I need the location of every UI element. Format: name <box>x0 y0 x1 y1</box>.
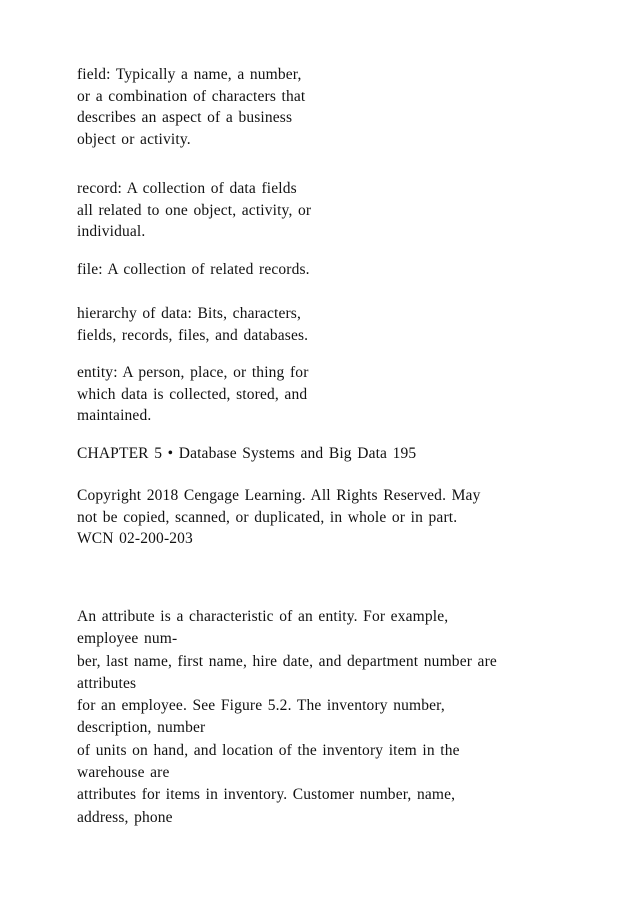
chapter-footer <box>77 443 416 465</box>
def-record-line: record: A collection of data fields <box>77 180 297 197</box>
def-entity-line: entity: A person, place, or thing for <box>77 364 309 381</box>
body-line: description, number <box>77 719 206 737</box>
def-file-line: file: A collection of related records. <box>77 261 310 278</box>
def-field <box>77 64 305 150</box>
copyright-line: Copyright 2018 Cengage Learning. All Rights Reserved. May <box>77 487 481 504</box>
def-hierarchy-line: hierarchy of data: Bits, characters, <box>77 305 301 322</box>
body-paragraph <box>77 606 497 829</box>
def-field-line: describes an aspect of a business <box>77 109 293 126</box>
body-line: ber, last name, first name, hire date, and department number are <box>77 652 497 670</box>
body-line: warehouse are <box>77 764 170 782</box>
def-record <box>77 178 311 243</box>
def-hierarchy-of-data <box>77 303 308 346</box>
def-entity-line: maintained. <box>77 407 152 424</box>
def-file <box>77 259 310 281</box>
def-field-line: object or activity. <box>77 130 191 148</box>
def-field-line: field: Typically a name, a number, <box>77 66 302 83</box>
def-field-line: or a combination of characters that <box>77 87 306 105</box>
body-line: attributes <box>77 674 137 692</box>
copyright-notice <box>77 485 480 550</box>
def-record-line: individual. <box>77 223 146 240</box>
body-line: employee num- <box>77 630 178 648</box>
def-entity-line: which data is collected, stored, and <box>77 385 308 403</box>
chapter-line: CHAPTER 5 • Database Systems and Big Data 195 <box>77 445 417 462</box>
def-hierarchy-line: fields, records, files, and databases. <box>77 326 309 344</box>
body-line: attributes for items in inventory. Customer number, name, <box>77 786 456 804</box>
def-entity <box>77 362 309 427</box>
body-line: address, phone <box>77 808 173 826</box>
copyright-line: not be copied, scanned, or duplicated, in whole or in part. <box>77 508 458 526</box>
def-record-line: all related to one object, activity, or <box>77 201 312 219</box>
body-line: An attribute is a characteristic of an entity. For example, <box>77 608 449 625</box>
copyright-line: WCN 02-200-203 <box>77 530 193 547</box>
body-line: for an employee. See Figure 5.2. The inventory number, <box>77 697 445 715</box>
body-line: of units on hand, and location of the inventory item in the <box>77 741 460 759</box>
